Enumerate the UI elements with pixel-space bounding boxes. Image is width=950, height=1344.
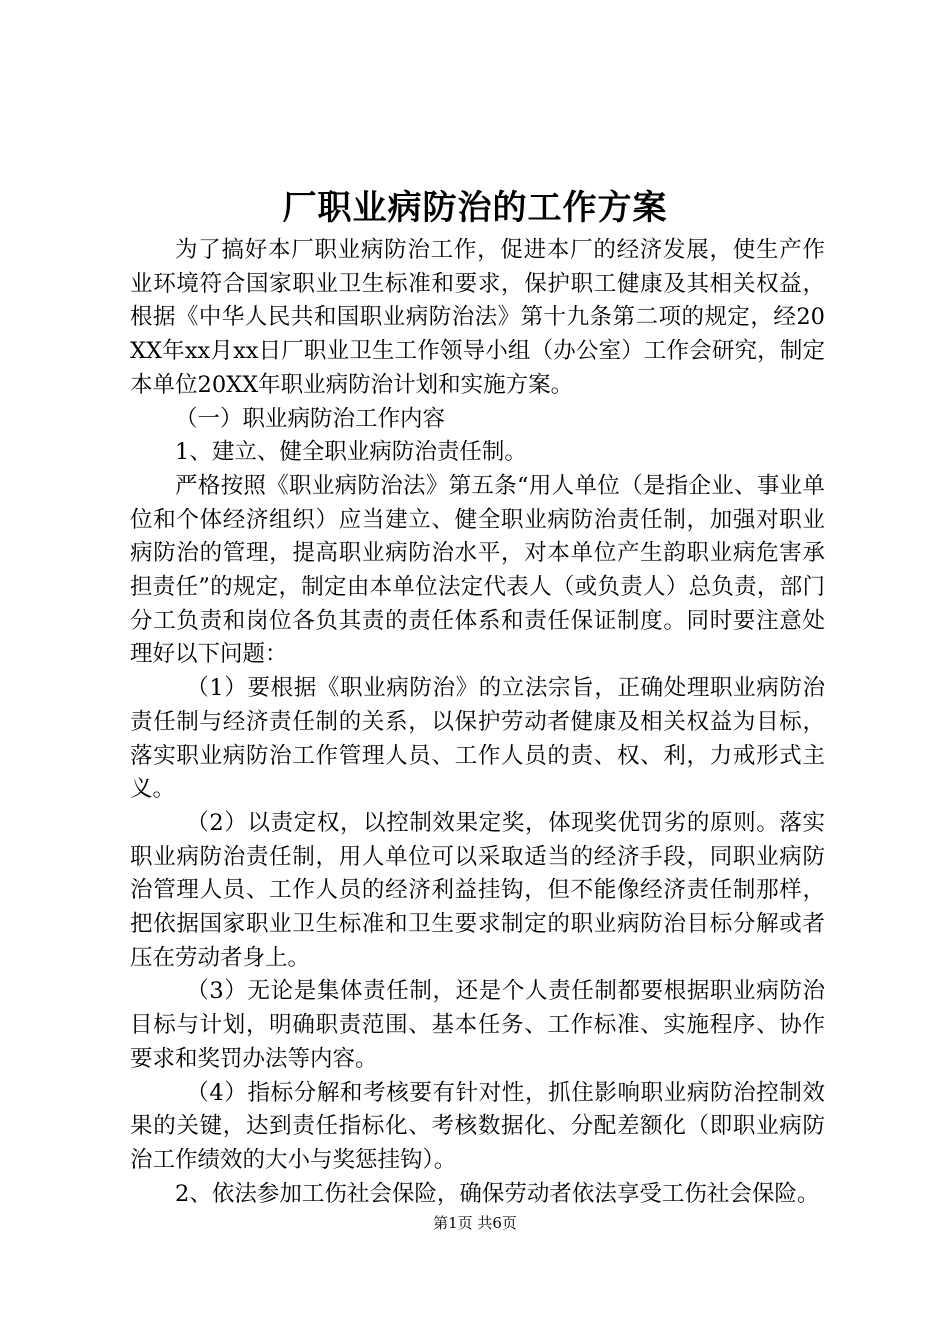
point-4-paragraph: （4）指标分解和考核要有针对性，抓住影响职业病防治控制效果的关键，达到责任指标化、考核数据化、分配差额化（即职业病防治工作绩效的大小与奖惩挂钩）。 <box>130 1079 825 1173</box>
item-heading-1: 1、建立、健全职业病防治责任制。 <box>175 439 527 466</box>
point-1-paragraph: （1）要根据《职业病防治》的立法宗旨，正确处理职业病防治责任制与经济责任制的关系，以保护劳动者健康及相关权益为目标，落实职业病防治工作管理人员、工作人员的责、权、利，力戒形式主义。 <box>130 675 825 803</box>
document-body <box>130 234 825 1211</box>
point-3-paragraph: （3）无论是集体责任制，还是个人责任制都要根据职业病防治目标与计划，明确职责范围、基本任务、工作标准、实施程序、协作要求和奖罚办法等内容。 <box>130 978 825 1072</box>
item-heading-2: 2、依法参加工伤社会保险，确保劳动者依法享受工伤社会保险。 <box>175 1180 820 1207</box>
section-heading-1: （一）职业病防治工作内容 <box>175 405 446 432</box>
page-number-footer: 第1页 共6页 <box>433 1214 517 1232</box>
point-2-paragraph: （2）以责定权，以控制效果定奖，体现奖优罚劣的原则。落实职业病防治责任制，用人单位可以采取适当的经济手段，同职业病防治管理人员、工作人员的经济利益挂钩，但不能像经济责任制那样，把依据国家职业卫生标准和卫生要求制定的职业病防治目标分解或者压在劳动者身上。 <box>130 809 825 971</box>
document-title: 厂职业病防治的工作方案 <box>282 188 668 228</box>
intro-paragraph: 为了搞好本厂职业病防治工作，促进本厂的经济发展，使生产作业环境符合国家职业卫生标准和要求，保护职工健康及其相关权益，根据《中华人民共和国职业病防治法》第十九条第二项的规定，经20XX年xx月xx日厂职业卫生工作领导小组（办公室）工作会研究，制定本单位20XX年职业病防治计划和实施方案。 <box>130 237 825 398</box>
responsibility-paragraph: 严格按照《职业病防治法》第五条“用人单位（是指企业、事业单位和个体经济组织）应当建立、健全职业病防治责任制，加强对职业病防治的管理，提高职业病防治水平，对本单位产生韵职业病危害承担责任”的规定，制定由本单位法定代表人（或负责人）总负责，部门分工负责和岗位各负其责的责任体系和责任保证制度。同时要注意处理好以下问题： <box>130 472 825 668</box>
